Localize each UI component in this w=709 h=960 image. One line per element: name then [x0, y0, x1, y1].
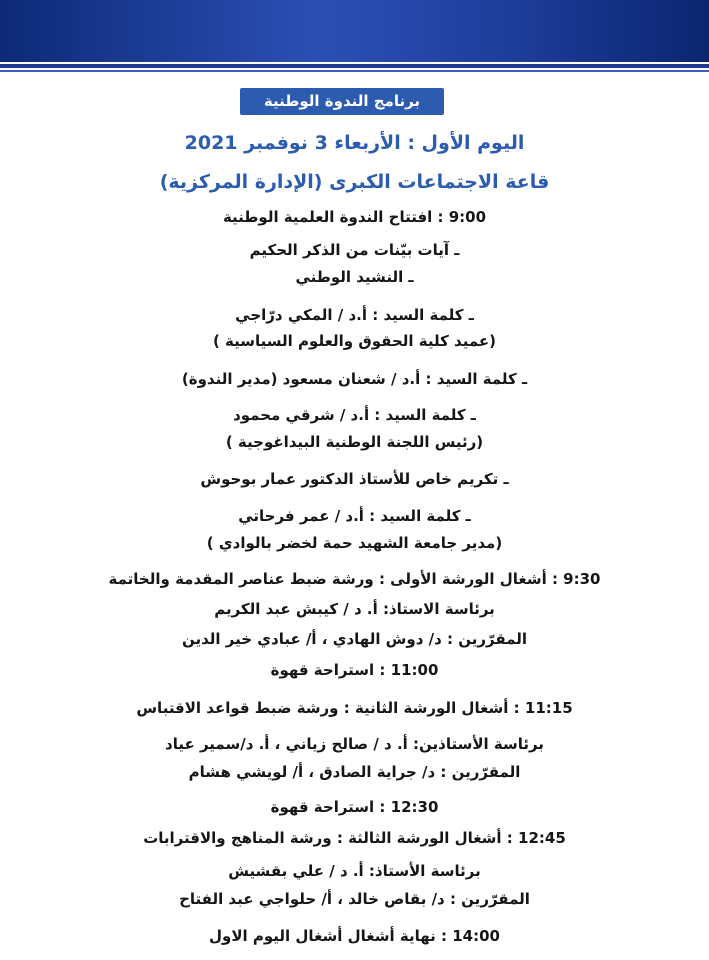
- program-line: برئاسة الأستاذين: أ. د / صالح زياني ، أ. د/سمير عياد: [165, 735, 544, 753]
- program-line: 12:30 : استراحة قهوة: [270, 798, 439, 816]
- program-line: 9:30 : أشغال الورشة الأولى : ورشة ضبط عناصر المقدمة والخاتمة: [108, 570, 601, 588]
- program-line: 11:15 : أشغال الورشة الثانية : ورشة ضبط قواعد الاقتباس: [136, 699, 573, 717]
- program-line: برئاسة الاستاذ: أ. د / كيبش عبد الكريم: [214, 600, 495, 618]
- program-line: ـ كلمة السيد : أ.د / عمر فرحاتي: [238, 507, 471, 525]
- header-band: [0, 0, 709, 62]
- program-title-badge: برنامج الندوة الوطنية: [240, 88, 444, 115]
- program-line: (مدير جامعة الشهيد حمة لخضر بالوادي ): [206, 534, 503, 552]
- program-line: المقرّرين : د/ بقاص خالد ، أ/ حلواجي عبد الفتاح: [179, 890, 530, 908]
- day-heading: اليوم الأول : الأربعاء 3 نوفمبر 2021: [184, 132, 525, 154]
- program-line: 11:00 : استراحة قهوة: [270, 661, 439, 679]
- program-line: (رئيس اللجنة الوطنية البيداغوجية ): [225, 433, 484, 451]
- program-line: ـ كلمة السيد : أ.د / المكي درّاجي: [235, 306, 474, 324]
- program-line: (عميد كلية الحقوق والعلوم السياسية ): [212, 332, 497, 350]
- program-line: ـ كلمة السيد : أ.د / شرقي محمود: [233, 406, 476, 424]
- program-line: ـ تكريم خاص للأستاذ الدكتور عمار بوحوش: [200, 470, 509, 488]
- program-line: 9:00 : افتتاح الندوة العلمية الوطنية: [222, 208, 487, 226]
- program-line: ـ النشيد الوطني: [295, 268, 414, 286]
- program-line: 14:00 : نهاية أشغال أشغال اليوم الاول: [209, 927, 500, 945]
- program-line: 12:45 : أشغال الورشة الثالثة : ورشة المناهج والاقترابات: [143, 829, 566, 847]
- program-line: المقرّرين : د/ دوش الهادي ، أ/ عبادي خير الدين: [182, 630, 527, 648]
- program-line: المقرّرين : د/ جراية الصادق ، أ/ لويشي هشام: [188, 763, 521, 781]
- program-line: برئاسة الأستاذ: أ. د / علي بقشيش: [228, 862, 481, 880]
- program-line: ـ كلمة السيد : أ.د / شعنان مسعود (مدير الندوة): [181, 370, 528, 388]
- header-rule-thin: [0, 70, 709, 72]
- venue-heading: قاعة الاجتماعات الكبرى (الإدارة المركزية): [159, 171, 550, 193]
- header-rule: [0, 64, 709, 68]
- program-line: ـ آيات بيّنات من الذكر الحكيم: [249, 241, 460, 259]
